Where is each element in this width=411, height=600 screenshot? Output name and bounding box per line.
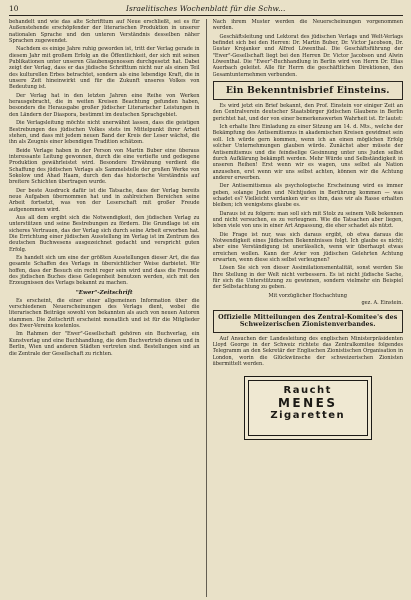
column-divider xyxy=(206,19,207,597)
ad-line-raucht: Raucht xyxy=(283,385,332,397)
article-paragraph: Beide Verlage haben in der Person von Martin Buber eine überaus interessante Leitung gewonnen, durch die eine vertiefte und gediegene Produktion gewährleistet wird. Besondere Erwähnung verdient die Schaffung des jüdischen Verlags als Sammelstelle der großen Werke von Sokolow und Ahad Haam, durch den das historische Verständnis auf breitere Schichten übertragen wurde. xyxy=(9,147,200,186)
columns xyxy=(9,19,403,597)
article-paragraph: Nachdem es einige Jahre ruhig geworden ist, tritt der Verlag gerade in diesem Jahr mit großem Erfolg an die Öffentlichkeit, der sich mit seinen Publikationen unter unseren Glaubensgenossen durchgesetzt hat. Dabei zeigt der Verlag, dass er das jüdische Schrifttum nicht nur als einen Teil des kulturellen Erbes betrachtet, sondern als eine lebendige Kraft, die in unsere Zeit hineinwirkt und für die Zukunft unseres Volkes von Bedeutung ist. xyxy=(9,46,200,91)
newspaper-title: Israelitisches Wochenblatt für die Schw... xyxy=(125,4,286,13)
left-column xyxy=(9,19,200,597)
notice-paragraph: Auf Ansuchen der Landesleitung des englischen Ministerpräsidenten Lloyd George in der Schweiz richtete das Zentralkomitee folgendes Telegramm an den Sekretär der Englischen Zionistischen Organisation in London, worin die Glückwünsche der schweizerischen Zionisten übermittelt werden. xyxy=(212,335,404,367)
right-column xyxy=(213,19,404,597)
letter-paragraph: Ich erhalte Ihre Einladung zu einer Sitzung am 14. d. Mts., welche der Bekämpfung des Antisemitismus in akademischen Kreisen gewidmet sein soll. Ich würde gern kommen, wenn ich an einen möglichen Erfolg solcher Unternehmungen glauben würde. Zunächst aber müsste der Antisemitismus und die feindselige Gesinnung unter uns Juden selbst durch Aufklärung bekämpft werden. Mehr Würde und Selbständigkeit in unseren Reihen! Erst wenn wir es wagen, uns selbst als Nation anzusehen, erst wenn wir uns selbst achten, können wir die Achtung anderer erwerben. xyxy=(212,124,404,181)
section-title-ewer: "Ewer"-Zeitschrift xyxy=(75,289,133,296)
letter-paragraph: Der Antisemitismus als psychologische Erscheinung wird es immer geben, solange Juden und Nichtjuden in Berührung kommen — was schadet es? Vielleicht verdanken wir es ihm, dass wir als Rasse erhalten bleiben; ich wenigstens glaube es. xyxy=(212,183,404,209)
letter-greeting: Mit vorzüglicher Hochachtung xyxy=(268,292,348,299)
article-paragraph: Der Verlag hat in den letzten Jahren eine Reihe von Werken herausgebracht, die in weiten Kreisen Beachtung gefunden haben, besonders die Herausgabe großer jüdischer Literarischer Leistungen in den Ländern der Diaspora, bestimmt im deutschen Sprachgebiet. xyxy=(9,92,200,118)
article-paragraph: Die Verlagsleitung möchte nicht unerwähnt lassen, dass die geistigen Bestrebungen des jüdischen Volkes stets im Mittelpunkt ihrer Arbeit stehen, und dass mit jedem neuen Band der Kreis der Leser wächst, die ihn als Zeugnis einer lebendigen Tradition schätzen. xyxy=(9,120,200,146)
article-paragraph: Geschäftsleitung und Lektorat des jüdischen Verlags und Welt-Verlags befindet sich bei den Herren: Dr. Martin Buber, Dr. Victor Jacobson, Dr. Gustav Krojanker und Alfred Löwenthal. Die Geschäftsführung der "Ewer"-Gesellschaft liegt bei den Herren Dr. Victor Jacobson und Alwin Löwenthal. Die "Ewer"-Buchhandlung in Berlin wird von Herrn Dr. Elias Auerbach geleitet. Alle für Herrn die geschäftlichen Direktionen, den Gesamtunternehmen verbunden. xyxy=(212,33,404,78)
letter-paragraph: Es wird jetzt ein Brief bekannt, den Prof. Einstein vor einiger Zeit an den Centralverein deutscher Staatsbürger jüdischen Glaubens in Berlin gerichtet hat, und der von einer bemerkenswerten Wahrheit ist. Er lautet: xyxy=(212,103,404,122)
section-paragraph: Im Rahmen der "Ewer"-Gesellschaft gehören ein Buchverlag, ein Kunstverlag und eine Buchhandlung, die dem Buchvertrieb dienen und in Berlin, Wien und anderen Städten vertreten sind. Bestellungen sind an die Zentrale der Gesellschaft zu richten. xyxy=(9,331,200,357)
article-paragraph: behandelt und wie das alte Schrifttum auf Neue erschließt, sei es für Außenstehende erschöpfender der literarischen Produktion in unserer nationalen Sprache und den unteren Verständnis desselben näher Sprachen zugewendet. xyxy=(9,19,200,45)
article-paragraph: Aus all dem ergibt sich die Notwendigkeit, den jüdischen Verlag zu unterstützen und seine Bestrebungen zu fördern. Die Grundlage ist ein sicheres Vertrauen, das der Verlag sich durch seine Arbeit erworben hat. Die Errichtung einer jüdischen Ausstellung im Verlag ist im Zentrum des deutschen Buchwesens ausgezeichnet gedacht und verspricht guten Erfolg. xyxy=(9,214,200,253)
ad-line-brand: MENES xyxy=(277,396,338,411)
section-paragraph: Es erscheint, die einer einer allgemeinen Information über die verschiedenen Neuerscheinungen des Verlags dient, wobei die literarischen Beiträge sowohl von bekannten als auch von neuen Autoren stammen. Die Zeitschrift erscheint monatlich und ist für die Mitglieder des Ewer-Vereins kostenlos. xyxy=(9,297,200,330)
letter-paragraph: Die Frage ist nur, was sich daraus ergibt, ob etwa daraus die Notwendigkeit eines Jüdischen Bekenntnisses folgt. Ich glaube es nicht; aber eine Verständigung ist unerlässlich, wenn wir überhaupt etwas erreichen wollen. Kann der Arier von jüdischen Gelehrten Achtung erwarten, wenn diese sich selbst verleugnen? xyxy=(212,231,404,263)
ad-line-product: Zigaretten xyxy=(270,410,346,422)
article-paragraph: Es handelt sich um eine der größten Ausstellungen dieser Art, die das gesamte Schaffen des Verlags in übersichtlicher Weise darbietet. Wir hoffen, dass der Besuch ein recht reger sein wird und dass die Freunde des jüdischen Buches diese Gelegenheit benutzen werden, sich mit den Erzeugnissen des Verlags bekannt zu machen. xyxy=(9,255,200,287)
intro-paragraph: Nach ihrem Muster werden die Neuerscheinungen vorgenommen werden. xyxy=(212,19,404,32)
letter-paragraph: Daraus ist zu folgern: man soll sich mit Stolz zu seinem Volk bekennen und nicht versuchen, es zu verleugnen. Wie die Tatsachen aber liegen, leben viele von uns in einer Art Anpassung, die eher schadet als nützt. xyxy=(212,210,404,230)
letter-paragraph: Lösen Sie sich von dieser Assimilationsmentalität, sonst werden Sie Ihre Stellung in der Welt nicht verbessern. Es ist nicht jüdische Sache, für sich die Unterstützung zu gewinnen, sondern vielmehr ein Beispiel der Selbstachtung zu geben. xyxy=(212,265,404,291)
cigarette-advertisement xyxy=(244,376,372,440)
einstein-letter-title: Ein Bekenntnisbrief Einsteins. xyxy=(213,81,404,100)
page-header xyxy=(9,4,403,16)
official-notice-title: Offizielle Mitteilungen des Zentral-Komitee's des Schweizerischen Zionistenverbandes. xyxy=(213,310,404,333)
article-paragraph: Der beste Ausdruck dafür ist die Tatsache, dass der Verlag bereits neue Aufgaben übernommen hat und in zahlreichen Bereichen seine Arbeit fortsetzt, was von der Leserschaft mit großer Freude aufgenommen wird. xyxy=(9,187,200,213)
page-number: 10 xyxy=(9,4,19,13)
letter-signature: gez. A. Einstein. xyxy=(361,299,404,306)
